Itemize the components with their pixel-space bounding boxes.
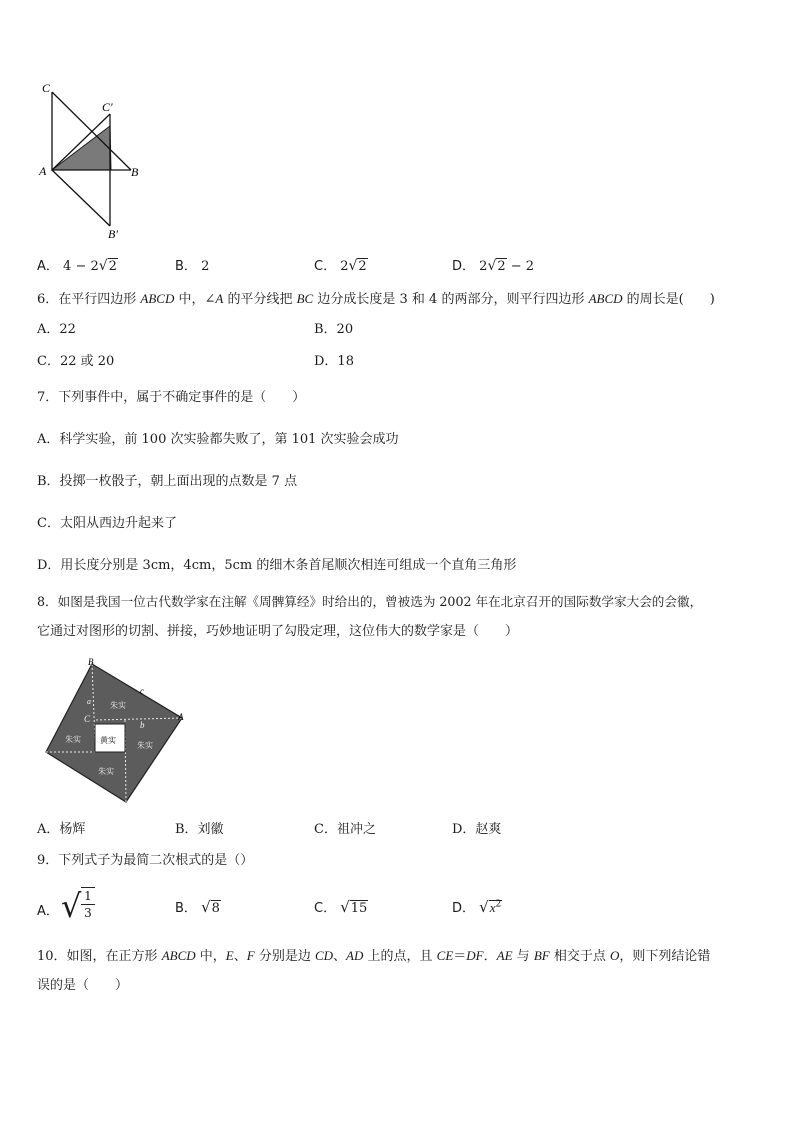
q6-option-b: B．20	[314, 322, 354, 337]
radical-sign-icon: √	[201, 898, 211, 916]
q8-stem-line-1: 8．如图是我国一位古代数学家在注解《周髀算经》时给出的，曾被选为 2002 年在北京召开的国际数学家大会的会徽，	[37, 594, 703, 609]
q9-option-c-letter: C．	[314, 901, 337, 916]
q8-option-c: C．祖冲之	[314, 822, 376, 837]
radical-sign-icon: √	[340, 898, 350, 916]
q8-option-b: B．刘徽	[175, 822, 224, 837]
q5-triangle-figure	[30, 78, 150, 240]
q5-option-d-letter: D．	[452, 259, 476, 274]
radical-sign-icon: √	[479, 898, 489, 916]
q8-label-zhu-right: 朱实	[137, 741, 153, 750]
q7-option-b: B．投掷一枚骰子，朝上面出现的点数是 7 点	[37, 474, 298, 489]
radical-sign-icon: √	[98, 258, 108, 274]
q6-option-a: A．22	[37, 322, 76, 337]
q5-label-b-prime: B′	[108, 227, 118, 240]
q6-stem: 6．在平行四边形 ABCD 中，∠A 的平分线把 BC 边分成长度是 3 和 4 的两部分，则平行四边形 ABCD 的周长是( )	[37, 291, 715, 307]
q5-option-c	[314, 255, 368, 274]
q8-stem-line-2: 它通过对图形的切割、拼接，巧妙地证明了勾股定理，这位伟大的数学家是（ ）	[37, 624, 519, 639]
q8-label-zhu-top: 朱实	[110, 701, 126, 710]
q9-option-a-letter: A．	[37, 904, 59, 919]
q9-option-b-letter: B．	[175, 901, 197, 916]
q5-shaded-region	[52, 126, 111, 170]
q8-label-huang: 黄实	[100, 736, 116, 745]
q5-option-b-value: 2	[201, 259, 210, 274]
q10-stem-line-2: 误的是（ ）	[37, 978, 129, 993]
q8-label-b-vertex: B	[88, 657, 94, 667]
radical-sign-icon: √	[487, 258, 497, 274]
q5-option-b-letter: B．	[175, 259, 197, 274]
q5-option-c-letter: C．	[314, 259, 337, 274]
q8-label-a-vertex: A	[178, 712, 184, 722]
q9-option-d-letter: D．	[452, 901, 476, 916]
q8-zhao-shuang-string-figure	[40, 656, 200, 816]
q9-option-d: D． $√x^2$	[452, 898, 502, 916]
q9-option-c: C． √15	[314, 898, 368, 916]
q10-stem-line-1: 10．如图，在正方形 ABCD 中，E、F 分别是边 CD、AD 上的点，且 CE＝DF．AE 与 BF 相交于点 O，则下列结论错	[37, 948, 711, 964]
q9-option-b: B． √8	[175, 898, 220, 916]
q5-option-d-value: 2√2 − 2	[479, 258, 535, 274]
q7-option-a: A．科学实验，前 100 次实验都失败了，第 101 次实验会成功	[37, 432, 399, 447]
q8-label-c-side: c	[140, 686, 144, 696]
q7-stem: 7．下列事件中，属于不确定事件的是（ ）	[37, 390, 306, 405]
q5-option-c-value: 2√2	[340, 258, 367, 274]
q7-option-c: C．太阳从西边升起来了	[37, 516, 177, 531]
q8-label-zhu-bottom: 朱实	[98, 767, 114, 776]
q5-segment-ab-prime	[52, 170, 110, 226]
q5-label-c: C	[42, 81, 51, 95]
q5-label-b: B	[131, 165, 139, 179]
q8-option-a: A．杨辉	[37, 822, 86, 837]
q9-option-a-fraction: 1 3	[81, 887, 95, 921]
q8-label-zhu-left: 朱实	[65, 735, 81, 744]
q8-option-d: D．赵爽	[452, 822, 502, 837]
q5-option-a-value: 4 − 2√2	[63, 258, 117, 274]
q7-option-d: D．用长度分别是 3cm，4cm，5cm 的细木条首尾顺次相连可组成一个直角三角形	[37, 558, 517, 573]
q5-option-d	[452, 255, 534, 274]
q5-label-c-prime: C′	[102, 100, 113, 114]
q9-stem: 9．下列式子为最简二次根式的是（）	[37, 853, 254, 868]
q5-option-a	[37, 255, 118, 274]
q8-label-a-side: a	[87, 697, 91, 706]
q5-option-a-letter: A．	[37, 259, 59, 274]
q8-label-b-side: b	[140, 720, 145, 730]
q6-option-d: D．18	[314, 354, 354, 369]
q5-label-a: A	[39, 164, 47, 178]
q6-option-c: C．22 或 20	[37, 354, 115, 369]
radical-sign-icon: √	[348, 258, 358, 274]
q5-option-b	[175, 255, 209, 274]
q8-label-c-vertex: C	[84, 714, 91, 724]
radical-sign-icon: √	[61, 887, 82, 925]
